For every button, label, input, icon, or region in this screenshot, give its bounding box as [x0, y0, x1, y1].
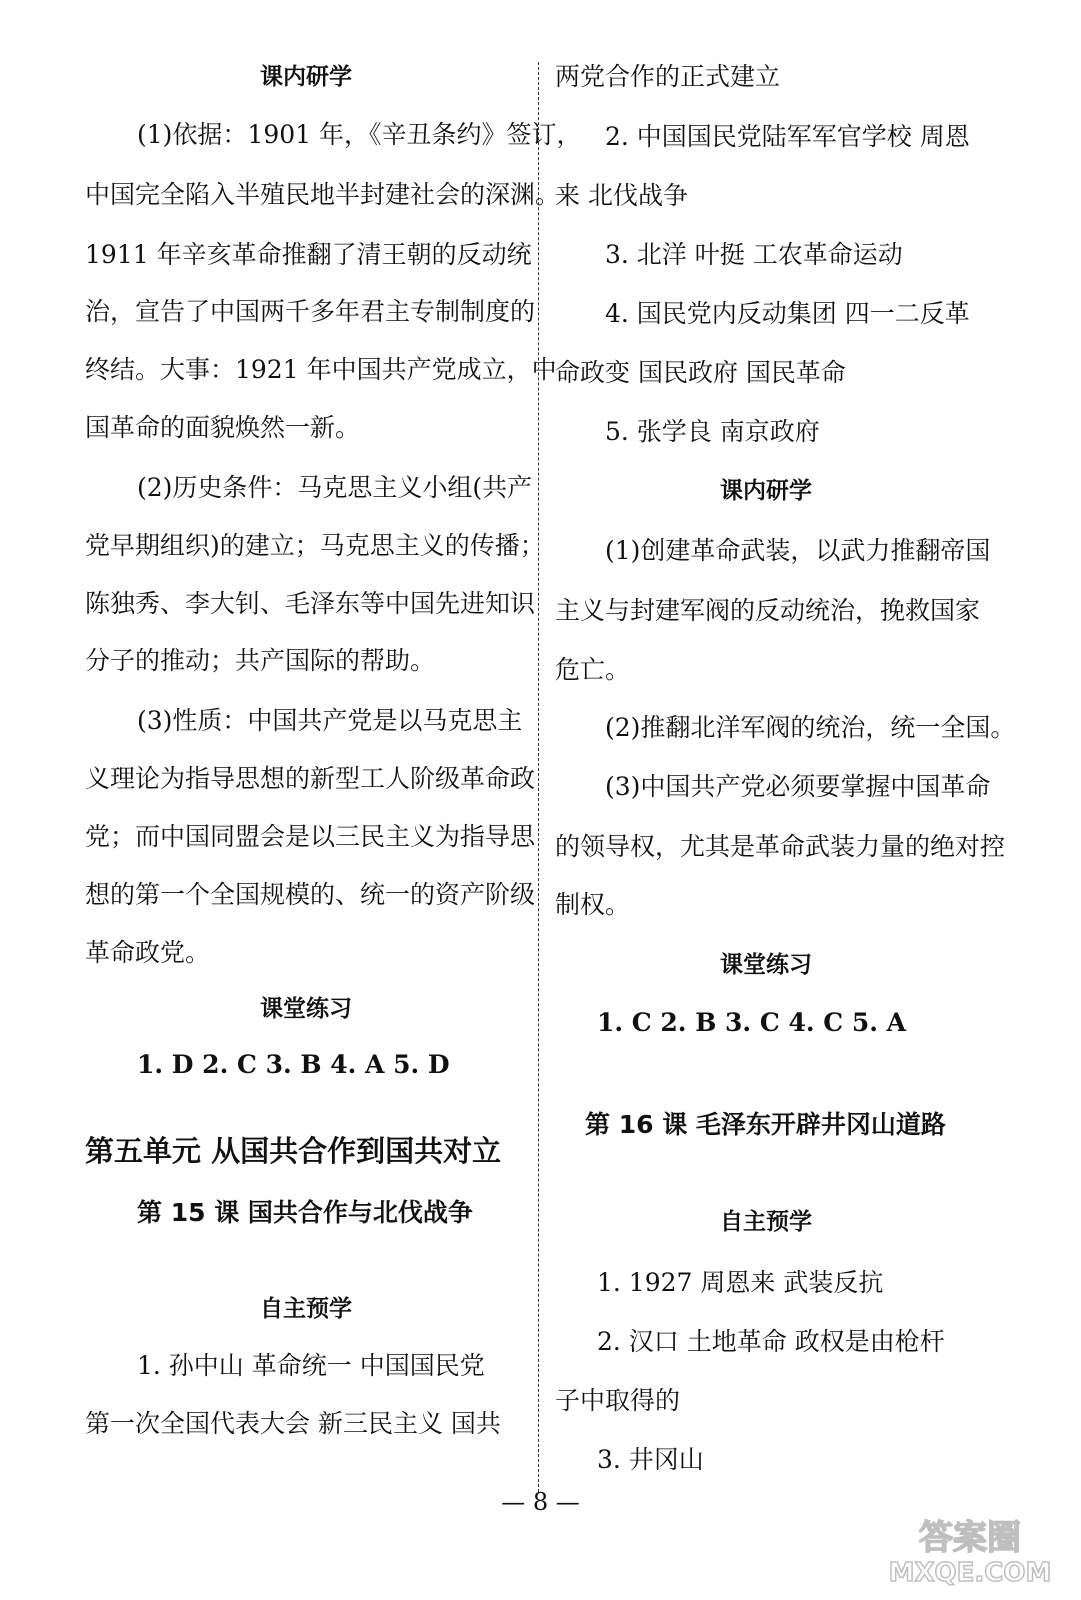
- watermark-text-top: 答案圈: [919, 1518, 1021, 1558]
- text-line: 两党合作的正式建立: [555, 62, 781, 91]
- text-line: 子中取得的: [555, 1386, 681, 1415]
- text-line: 终结。大事：1921 年中国共产党成立，中: [85, 355, 557, 384]
- text-line: 第一次全国代表大会 新三民主义 国共: [85, 1409, 501, 1438]
- watermark-logo: [878, 1513, 1063, 1588]
- text-line: (1)依据：1901 年，《辛丑条约》签订，: [137, 120, 582, 149]
- text-line: (3)中国共产党必须要掌握中国革命: [605, 772, 991, 801]
- section-heading-preview: 自主预学: [720, 1209, 812, 1235]
- text-line: 1. 孙中山 革命统一 中国国民党: [137, 1351, 485, 1380]
- text-line: (2)历史条件：马克思主义小组(共产: [137, 473, 533, 502]
- section-heading-preview: 自主预学: [260, 1296, 352, 1322]
- watermark-text-bottom: MXQE.COM: [888, 1558, 1052, 1588]
- text-line: 3. 井冈山: [597, 1445, 704, 1474]
- text-line: 的领导权，尤其是革命武装力量的绝对控: [555, 832, 1006, 861]
- text-line: 分子的推动；共产国际的帮助。: [85, 646, 436, 675]
- text-line: 陈独秀、李大钊、毛泽东等中国先进知识: [85, 589, 536, 618]
- text-line: 中国完全陷入半殖民地半封建社会的深渊。: [85, 180, 561, 209]
- text-line: 制权。: [555, 890, 631, 919]
- text-line: (1)创建革命武装，以武力推翻帝国: [605, 536, 991, 565]
- section-heading-study: 课内研学: [260, 64, 352, 90]
- answer-line: 1. D 2. C 3. B 4. A 5. D: [137, 1050, 450, 1079]
- lesson-title: 第 15 课 国共合作与北伐战争: [137, 1198, 473, 1227]
- column-divider: [538, 62, 539, 1492]
- lesson-title: 第 16 课 毛泽东开辟井冈山道路: [585, 1110, 946, 1139]
- text-line: (2)推翻北洋军阀的统治，统一全国。: [605, 713, 1016, 742]
- text-line: 1911 年辛亥革命推翻了清王朝的反动统: [85, 240, 532, 269]
- text-line: 5. 张学良 南京政府: [605, 417, 820, 446]
- text-line: 革命政党。: [85, 938, 211, 967]
- section-heading-practice: 课堂练习: [260, 996, 352, 1022]
- text-line: (3)性质：中国共产党是以马克思主: [137, 706, 523, 735]
- text-line: 想的第一个全国规模的、统一的资产阶级: [85, 880, 536, 909]
- answer-line: 1. C 2. B 3. C 4. C 5. A: [597, 1008, 907, 1037]
- section-heading-study: 课内研学: [720, 478, 812, 504]
- section-heading-practice: 课堂练习: [720, 952, 812, 978]
- text-line: 危亡。: [555, 655, 631, 684]
- text-line: 义理论为指导思想的新型工人阶级革命政: [85, 764, 536, 793]
- page-number: — 8 —: [501, 1488, 580, 1516]
- text-line: 来 北伐战争: [555, 181, 688, 210]
- text-line: 国革命的面貌焕然一新。: [85, 413, 361, 442]
- text-line: 党早期组织)的建立；马克思主义的传播；: [85, 531, 545, 560]
- text-line: 2. 中国国民党陆军军官学校 周恩: [605, 122, 970, 151]
- text-line: 3. 北洋 叶挺 工农革命运动: [605, 240, 903, 269]
- text-line: 党；而中国同盟会是以三民主义为指导思: [85, 822, 536, 851]
- text-line: 治，宣告了中国两千多年君主专制制度的: [85, 297, 536, 326]
- unit-title: 第五单元 从国共合作到国共对立: [85, 1134, 502, 1168]
- text-line: 4. 国民党内反动集团 四一二反革: [605, 299, 970, 328]
- text-line: 主义与封建军阀的反动统治，挽救国家: [555, 596, 981, 625]
- text-line: 命政变 国民政府 国民革命: [555, 358, 846, 387]
- text-line: 2. 汉口 土地革命 政权是由枪杆: [597, 1327, 945, 1356]
- text-line: 1. 1927 周恩来 武装反抗: [597, 1268, 884, 1297]
